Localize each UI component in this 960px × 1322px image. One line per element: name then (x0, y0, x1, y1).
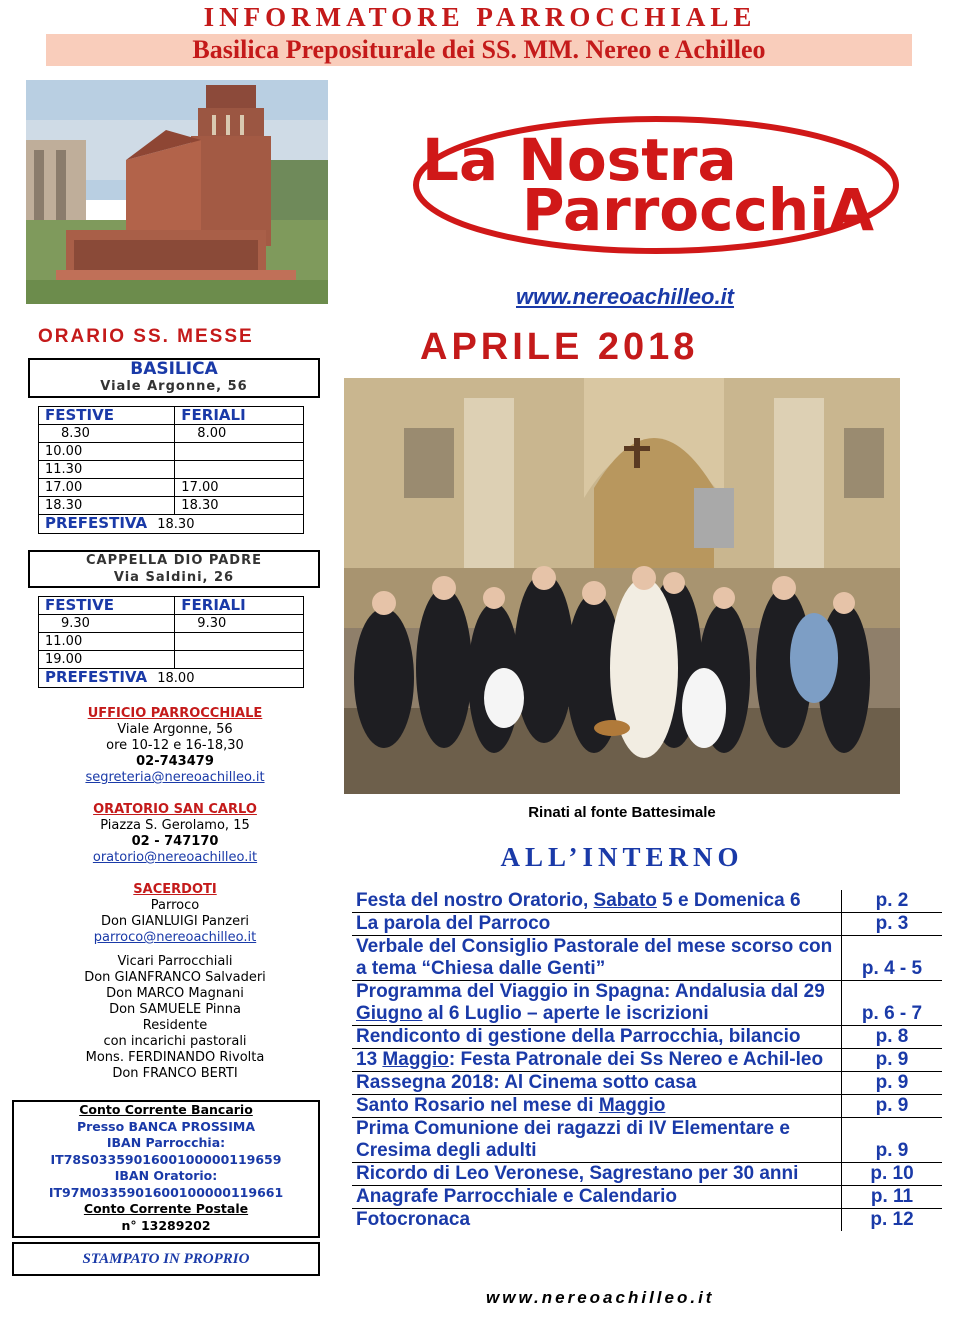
contents-row[interactable] (352, 1072, 942, 1095)
contents-item-title (352, 1049, 842, 1072)
cappella-address: Via Saldini, 26 (113, 570, 235, 585)
festive-header: FESTIVE (39, 407, 175, 425)
contents-page-number: p. 2 (842, 890, 943, 913)
contents-page-number: p. 9 (842, 1049, 943, 1072)
newsletter-title: INFORMATORE PARROCCHIALE (203, 2, 757, 32)
contents-row[interactable] (352, 1186, 942, 1209)
basilica-address: Viale Argonne, 56 (100, 379, 248, 394)
contents-item-title (352, 981, 842, 1026)
vicari-label: Vicari Parrocchiali (117, 954, 233, 969)
website-link[interactable]: www.nereoachilleo.it (516, 284, 735, 309)
contents-text: Festa del nostro Oratorio, (356, 890, 594, 911)
contents-page-number: p. 12 (842, 1209, 943, 1232)
prefestiva-row (39, 669, 304, 688)
feriali-time: 9.30 (175, 615, 304, 633)
postal-account-number: n° 13289202 (121, 1217, 211, 1233)
contents-page-number: p. 9 (842, 1118, 943, 1163)
contents-row[interactable] (352, 1209, 942, 1232)
parish-office-title: UFFICIO PARROCCHIALE (87, 706, 263, 721)
iban-parrocchia: IT78S0335901600100000119659 (50, 1151, 282, 1167)
contents-page-number: p. 11 (842, 1186, 943, 1209)
festive-time: 11.00 (39, 633, 175, 651)
newsletter-subtitle: Basilica Prepositurale dei SS. MM. Nereo e Achilleo (46, 34, 912, 66)
contents-row[interactable] (352, 1118, 942, 1163)
contents-item-title (352, 1186, 842, 1209)
logo-line-2: ParrocchiA (522, 176, 874, 244)
contents-heading: ALL’INTERNO (500, 842, 744, 872)
mass-time-row (39, 425, 304, 443)
oratory-phone: 02 - 747170 (131, 834, 219, 849)
cappella-header-box (28, 550, 320, 588)
contents-item-title (352, 1163, 842, 1186)
mass-schedule-title: ORARIO SS. MESSE (38, 326, 254, 347)
festive-time: 17.00 (39, 479, 175, 497)
footer-website-link[interactable]: www.nereoachilleo.it (486, 1288, 715, 1307)
prefestiva-row (39, 515, 304, 534)
contents-item-title (352, 936, 842, 981)
contents-text: al 6 Luglio – aperte le iscrizioni (422, 1003, 709, 1024)
contents-text: Rassegna 2018: Al Cinema sotto casa (356, 1072, 697, 1093)
contents-item-title (352, 1209, 842, 1232)
oratory-address: Piazza S. Gerolamo, 15 (100, 818, 250, 833)
mass-time-row (39, 497, 304, 515)
contents-page-number: p. 4 - 5 (842, 936, 943, 981)
contents-page-number: p. 10 (842, 1163, 943, 1186)
feriali-time: 8.00 (175, 425, 304, 443)
prefestiva-label: PREFESTIVA (45, 668, 148, 686)
priests-info (20, 882, 330, 1082)
contents-text: 5 e Domenica 6 (656, 890, 801, 911)
festive-time: 8.30 (39, 425, 175, 443)
contents-row[interactable] (352, 981, 942, 1026)
bank-account-box (12, 1100, 320, 1238)
mass-time-row (39, 633, 304, 651)
prefestiva-time: 18.00 (157, 671, 195, 686)
issue-month: APRILE 2018 (420, 326, 699, 368)
contents-text: La parola del Parroco (356, 913, 551, 934)
contents-page-number: p. 9 (842, 1072, 943, 1095)
contents-item-title (352, 1095, 842, 1118)
basilica-mass-table (38, 406, 304, 534)
contents-text: Rendiconto di gestione della Parrocchia, bilancio (356, 1026, 801, 1047)
contents-text: Santo Rosario nel mese di (356, 1095, 599, 1116)
contents-text: Fotocronaca (356, 1209, 471, 1230)
parish-office-hours: ore 10-12 e 16-18,30 (106, 738, 244, 753)
baptism-group-photo (344, 378, 900, 794)
contents-row[interactable] (352, 890, 942, 913)
contents-page-number: p. 8 (842, 1026, 943, 1049)
contents-row[interactable] (352, 936, 942, 981)
contents-item-title (352, 1026, 842, 1049)
incaricato: Don FRANCO BERTI (112, 1066, 238, 1081)
feriali-header: FERIALI (175, 597, 304, 615)
contents-text: Anagrafe Parrocchiale e Calendario (356, 1186, 678, 1207)
mass-time-row (39, 651, 304, 669)
mass-time-row (39, 443, 304, 461)
mass-time-row (39, 479, 304, 497)
contents-table (352, 890, 942, 1231)
vicario: Don GIANFRANCO Salvaderi (84, 970, 266, 985)
iban-parrocchia-label: IBAN Parrocchia: (106, 1135, 226, 1150)
cappella-name: CAPPELLA DIO PADRE (86, 553, 262, 568)
contents-text: Verbale del Consiglio Pastorale del mese scorso con a tema “Chiesa dalle Genti” (356, 936, 833, 979)
contents-page-number: p. 3 (842, 913, 943, 936)
parish-office-address: Viale Argonne, 56 (117, 722, 233, 737)
contents-row[interactable] (352, 913, 942, 936)
parish-office-email[interactable]: segreteria@nereoachilleo.it (85, 770, 265, 785)
cappella-mass-table (38, 596, 304, 688)
parish-office-info (20, 706, 330, 786)
parish-office-phone: 02-743479 (136, 754, 214, 769)
bank-title: Conto Corrente Bancario (79, 1102, 253, 1117)
festive-time: 11.30 (39, 461, 175, 479)
printed-in-house-box: STAMPATO IN PROPRIO (12, 1242, 320, 1276)
mass-time-row (39, 615, 304, 633)
contents-text: : Festa Patronale dei Ss Nereo e Achil-leo (448, 1049, 824, 1070)
festive-time: 18.30 (39, 497, 175, 515)
festive-header: FESTIVE (39, 597, 175, 615)
contents-row[interactable] (352, 1163, 942, 1186)
logo-line-1: La Nostra (422, 126, 737, 194)
iban-oratorio: IT97M0335901600100000119661 (48, 1184, 284, 1200)
feriali-time (175, 461, 304, 479)
photo-caption: Rinati al fonte Battesimale (528, 804, 716, 821)
feriali-time (175, 443, 304, 461)
contents-text: Ricordo di Leo Veronese, Sagrestano per 30 anni (356, 1163, 799, 1184)
bank-name: Presso BANCA PROSSIMA (76, 1118, 256, 1134)
contents-text: Programma del Viaggio in Spagna: Andalusia dal 29 (356, 981, 825, 1002)
oratory-email[interactable]: oratorio@nereoachilleo.it (92, 850, 258, 865)
residente-label: Residente (142, 1018, 208, 1033)
incarichi-label: con incarichi pastorali (103, 1034, 247, 1049)
prefestiva-time: 18.30 (157, 517, 195, 532)
contents-underlined-text: Maggio (598, 1095, 666, 1116)
festive-time: 9.30 (39, 615, 175, 633)
feriali-time (175, 633, 304, 651)
priests-title: SACERDOTI (133, 882, 217, 897)
contents-item-title (352, 890, 842, 913)
feriali-time: 17.00 (175, 479, 304, 497)
mass-time-row (39, 461, 304, 479)
la-nostra-parrocchia-logo (412, 110, 900, 260)
contents-item-title (352, 913, 842, 936)
church-exterior-photo (26, 80, 328, 304)
vicario: Don MARCO Magnani (106, 986, 244, 1001)
contents-page-number: p. 9 (842, 1095, 943, 1118)
contents-underlined-text: Sabato (593, 890, 657, 911)
contents-row[interactable] (352, 1095, 942, 1118)
contents-item-title (352, 1072, 842, 1095)
oratory-info (20, 802, 330, 866)
basilica-name: BASILICA (130, 359, 218, 379)
prefestiva-label: PREFESTIVA (45, 514, 148, 532)
iban-oratorio-label: IBAN Oratorio: (114, 1168, 218, 1183)
feriali-time (175, 651, 304, 669)
incaricato: Mons. FERDINANDO Rivolta (85, 1050, 265, 1065)
festive-time: 10.00 (39, 443, 175, 461)
oratory-title: ORATORIO SAN CARLO (93, 802, 257, 817)
parroco-label: Parroco (150, 898, 200, 913)
parroco-email[interactable]: parroco@nereoachilleo.it (93, 930, 257, 945)
basilica-header-box (28, 358, 320, 398)
festive-time: 19.00 (39, 651, 175, 669)
contents-text: Prima Comunione dei ragazzi di IV Elementare e Cresima degli adulti (356, 1118, 790, 1161)
contents-text: 13 (356, 1049, 383, 1070)
parroco-name: Don GIANLUIGI Panzeri (100, 914, 250, 929)
feriali-header: FERIALI (175, 407, 304, 425)
contents-row[interactable] (352, 1049, 942, 1072)
feriali-time: 18.30 (175, 497, 304, 515)
contents-underlined-text: Maggio (382, 1049, 449, 1070)
postal-account-label: Conto Corrente Postale (83, 1201, 249, 1216)
vicario: Don SAMUELE Pinna (109, 1002, 241, 1017)
contents-row[interactable] (352, 1026, 942, 1049)
contents-item-title (352, 1118, 842, 1163)
contents-page-number: p. 6 - 7 (842, 981, 943, 1026)
contents-underlined-text: Giugno (356, 1003, 423, 1024)
